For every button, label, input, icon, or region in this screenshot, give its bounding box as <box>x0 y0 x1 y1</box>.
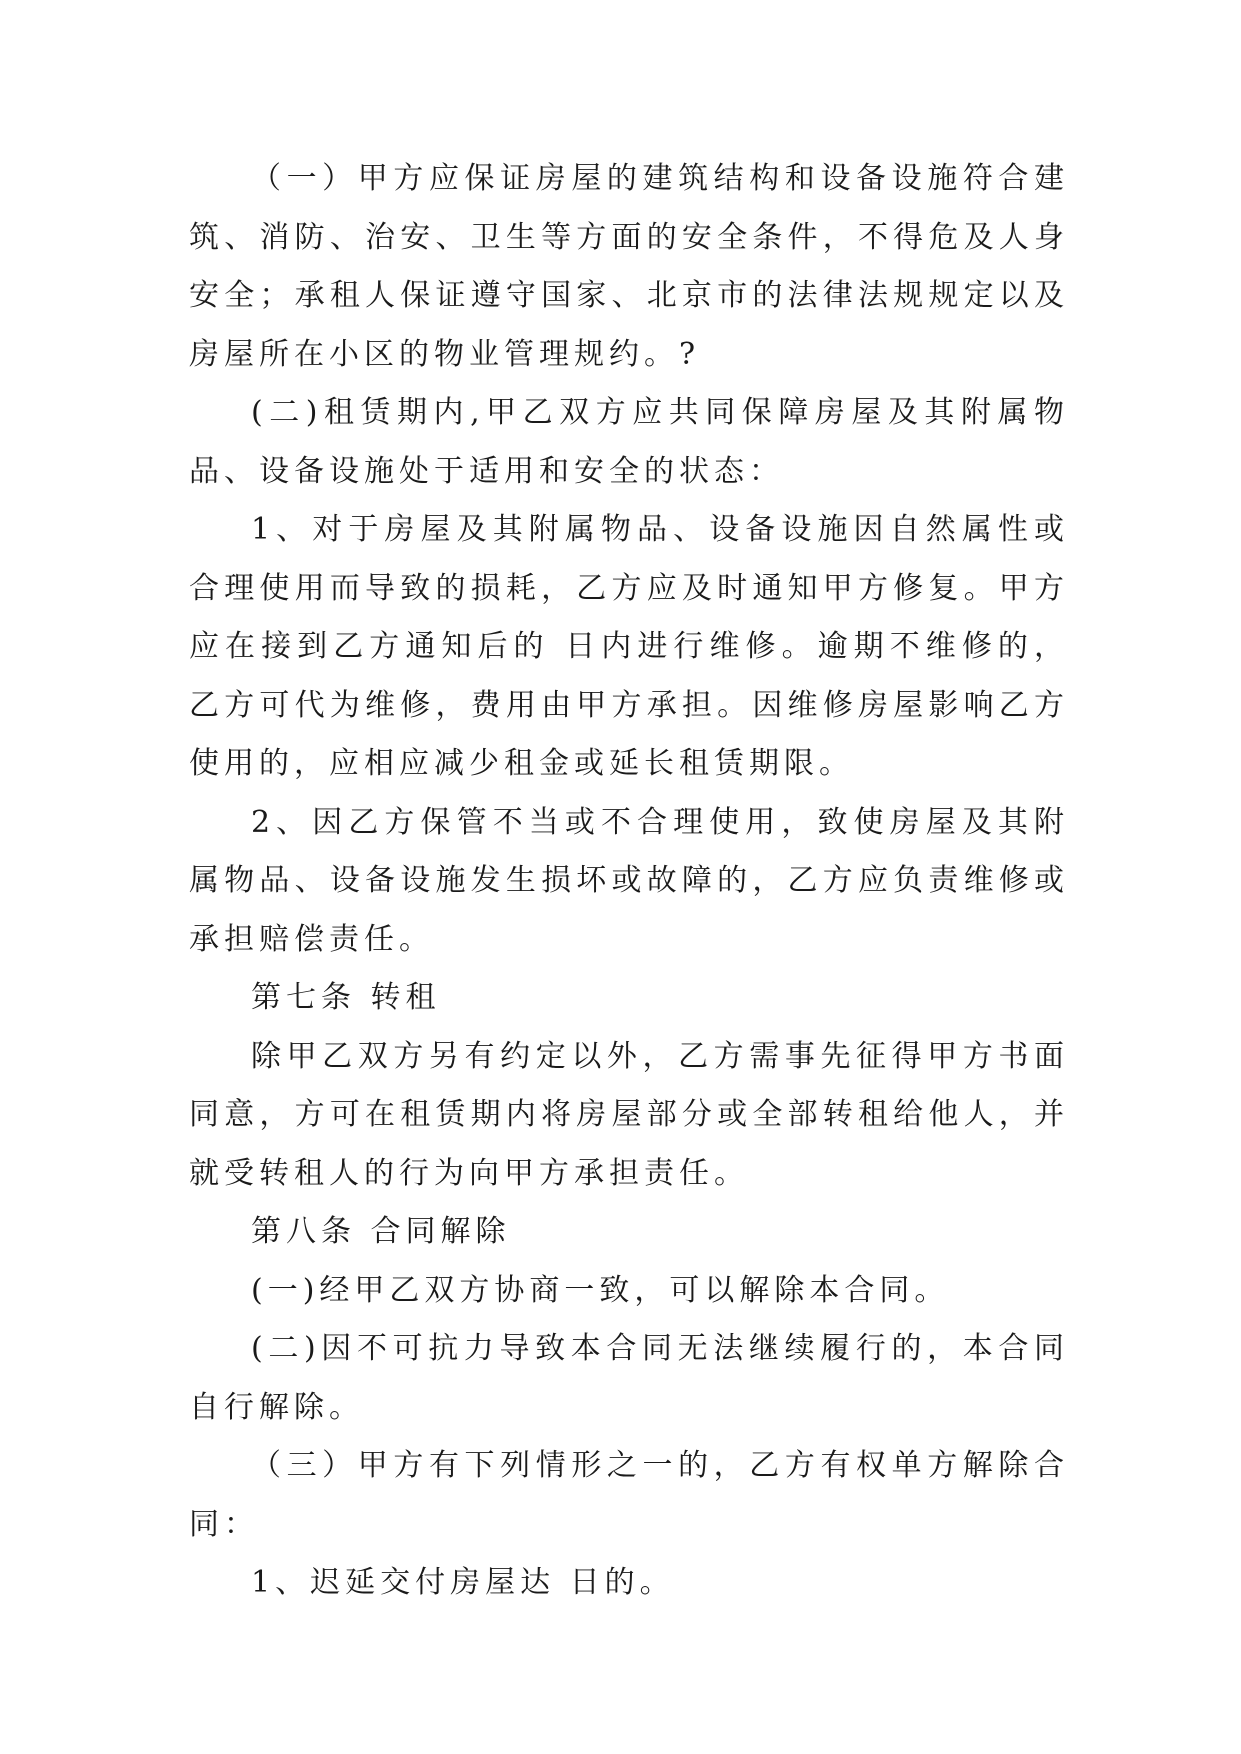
article-8-item-1: (一)经甲乙双方协商一致，可以解除本合同。 <box>251 1272 950 1308</box>
document-page <box>189 150 1069 1613</box>
clause-6-item-2-point-2: 2、因乙方保管不当或不合理使用，致使房屋及其附属物品、设备设施发生损坏或故障的，乙方应负责维修或承担赔偿责任。 <box>189 804 1069 957</box>
article-7-body: 除甲乙双方另有约定以外，乙方需事先征得甲方书面同意，方可在租赁期内将房屋部分或全部转租给他人，并就受转租人的行为向甲方承担责任。 <box>189 1038 1069 1191</box>
article-7-heading: 第七条 转租 <box>251 980 441 1015</box>
article-8-heading: 第八条 合同解除 <box>251 1214 511 1249</box>
article-8-item-3-point-1: 1、迟延交付房屋达 日的。 <box>251 1565 675 1600</box>
clause-6-item-2: (二)租赁期内,甲乙双方应共同保障房屋及其附属物品、设备设施处于适用和安全的状态： <box>189 395 1069 489</box>
clause-6-item-1: （一）甲方应保证房屋的建筑结构和设备设施符合建筑、消防、治安、卫生等方面的安全条件，不得危及人身安全；承租人保证遵守国家、北京市的法律法规规定以及房屋所在小区的物业管理规约。? <box>189 161 1069 372</box>
clause-6-item-2-point-1: 1、对于房屋及其附属物品、设备设施因自然属性或合理使用而导致的损耗，乙方应及时通知甲方修复。甲方应在接到乙方通知后的 日内进行维修。逾期不维修的，乙方可代为维修，费用由甲方承担。因维修房屋影响乙方使用的，应相应减少租金或延长租赁期限。 <box>189 512 1069 781</box>
article-8-item-2: (二)因不可抗力导致本合同无法继续履行的，本合同自行解除。 <box>189 1331 1069 1425</box>
article-8-item-3: （三）甲方有下列情形之一的，乙方有权单方解除合同： <box>189 1448 1069 1542</box>
